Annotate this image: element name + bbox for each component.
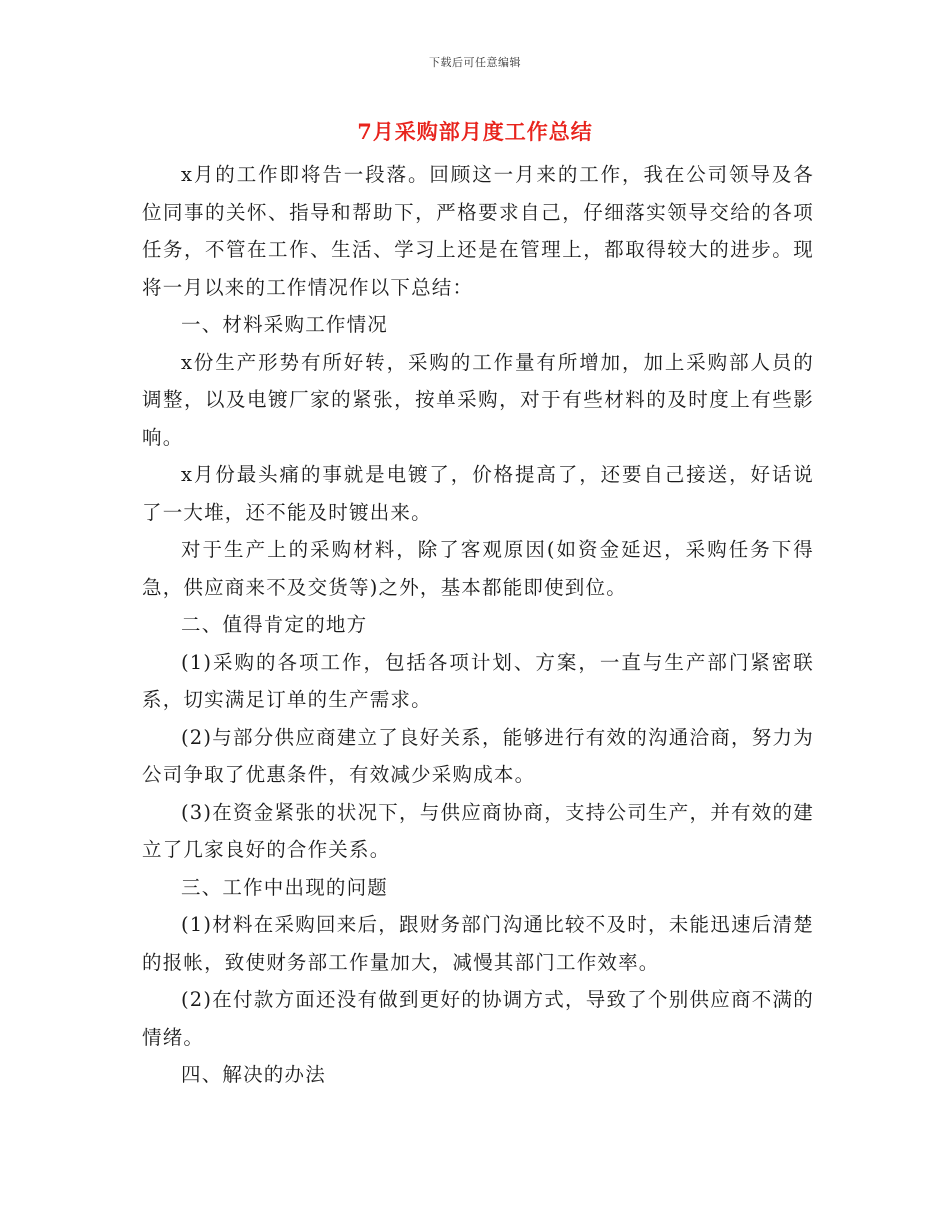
list-item: (1)采购的各项工作，包括各项计划、方案，一直与生产部门紧密联系，切实满足订单的生产需求。 xyxy=(142,650,814,711)
list-item: (2)在付款方面还没有做到更好的协调方式，导致了个别供应商不满的情绪。 xyxy=(142,988,814,1049)
section-heading-1: 一、材料采购工作情况 xyxy=(181,313,389,336)
section-heading-4: 四、解决的办法 xyxy=(181,1063,326,1086)
document-title: 7月采购部月度工作总结 xyxy=(357,119,593,144)
paragraph: x月份最头痛的事就是电镀了，价格提高了，还要自己接送，好话说了一大堆，还不能及时镀出来。 xyxy=(142,463,814,524)
paragraph: 对于生产上的采购材料，除了客观原因(如资金延迟，采购任务下得急，供应商来不及交货等)之外，基本都能即使到位。 xyxy=(142,538,814,599)
section-heading-3: 三、工作中出现的问题 xyxy=(181,875,389,899)
list-item: (2)与部分供应商建立了良好关系，能够进行有效的沟通洽商，努力为公司争取了优惠条件，有效减少采购成本。 xyxy=(142,725,814,786)
section-heading-2: 二、值得肯定的地方 xyxy=(181,613,368,636)
paragraph: x份生产形势有所好转，采购的工作量有所增加，加上采购部人员的调整，以及电镀厂家的紧张，按单采购，对于有些材料的及时度上有些影响。 xyxy=(142,350,814,449)
paragraph-intro: x月的工作即将告一段落。回顾这一月来的工作，我在公司领导及各位同事的关怀、指导和帮助下，严格要求自己，仔细落实领导交给的各项任务，不管在工作、生活、学习上还是在管理上，都取得较大的进步。现将一月以来的工作情况作以下总结： xyxy=(142,163,814,299)
header-note: 下载后可任意编辑 xyxy=(429,56,521,69)
document-body xyxy=(142,156,814,1094)
list-item: (3)在资金紧张的状况下，与供应商协商，支持公司生产，并有效的建立了几家良好的合作关系。 xyxy=(142,800,814,861)
list-item: (1)材料在采购回来后，跟财务部门沟通比较不及时，未能迅速后清楚的报帐，致使财务部工作量加大，减慢其部门工作效率。 xyxy=(142,913,814,974)
